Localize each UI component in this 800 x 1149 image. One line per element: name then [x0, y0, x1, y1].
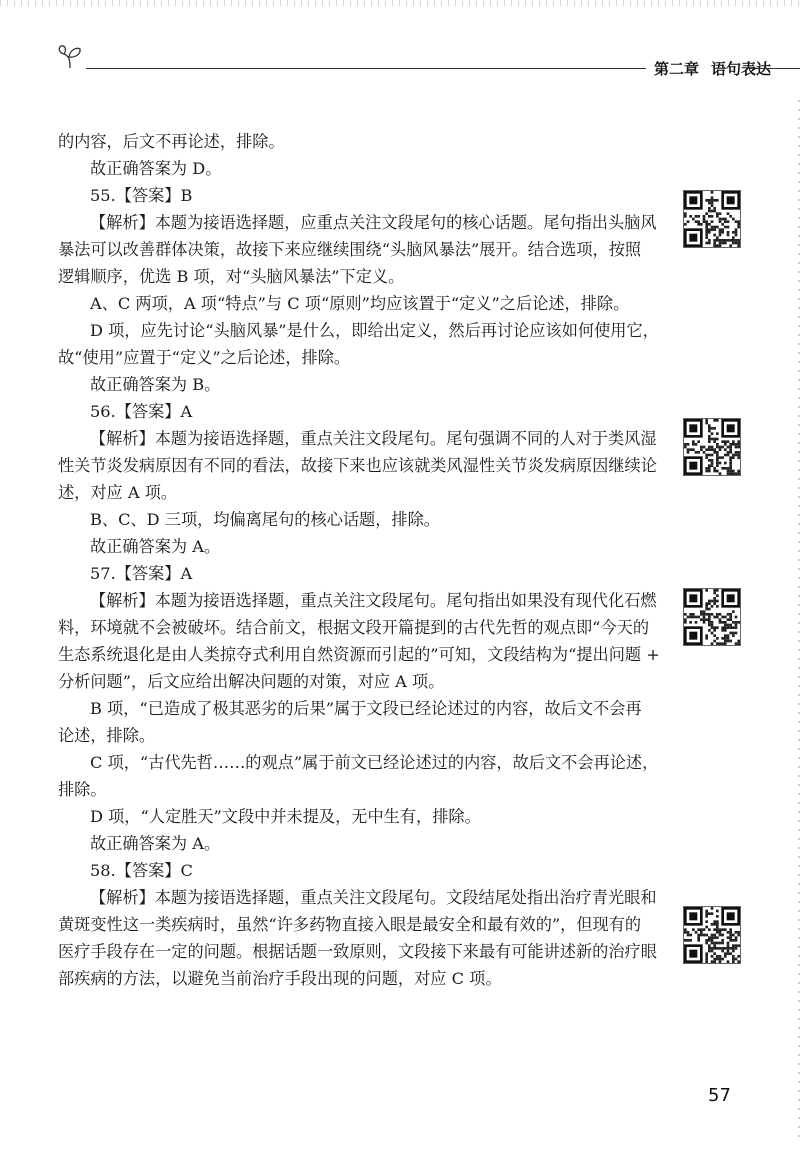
paragraph: 故“使用”应置于“定义”之后论述，排除。: [58, 348, 351, 367]
paragraph: 的内容，后文不再论述，排除。: [58, 132, 285, 151]
paragraph: D 项，应先讨论“头脑风暴”是什么，即给出定义，然后再讨论应该如何使用它，: [90, 321, 659, 340]
paragraph: 性关节炎发病原因有不同的看法，故接下来也应该就类风湿性关节炎发病原因继续论: [58, 456, 657, 475]
qr-code-icon[interactable]: [683, 190, 741, 248]
answer-heading-56: 56.【答案】A: [90, 402, 193, 421]
paragraph: 排除。: [58, 780, 107, 799]
paragraph: A、C 两项，A 项“特点”与 C 项“原则”均应该置于“定义”之后论述，排除。: [90, 294, 630, 313]
paragraph: C 项，“古代先哲……的观点”属于前文已经论述过的内容，故后文不会再论述，: [90, 753, 659, 772]
paragraph: 暴法可以改善群体决策，故接下来应继续围绕“头脑风暴法”展开。结合选项，按照: [58, 240, 642, 259]
paragraph: B 项，“已造成了极其恶劣的后果”属于文段已经论述过的内容，故后文不会再: [90, 699, 642, 718]
paragraph: 分析问题”，后文应给出解决问题的对策，对应 A 项。: [58, 672, 445, 691]
qr-code-icon[interactable]: [683, 906, 741, 964]
scan-edge-top: [0, 0, 800, 6]
header-rule-left: [86, 68, 646, 69]
paragraph: 医疗手段存在一定的问题。根据话题一致原则，文段接下来最有可能讲述新的治疗眼: [58, 942, 657, 961]
qr-code-icon[interactable]: [683, 588, 741, 646]
paragraph: 生态系统退化是由人类掠夺式利用自然资源而引起的”可知，文段结构为“提出问题 +: [58, 645, 660, 664]
chapter-number: 第二章: [654, 60, 700, 78]
paragraph: 【解析】本题为接语选择题，应重点关注文段尾句的核心话题。尾句指出头脑风: [90, 213, 657, 232]
paragraph: 黄斑变性这一类疾病时，虽然“许多药物直接入眼是最安全和最有效的”，但现有的: [58, 915, 642, 934]
paragraph: 故正确答案为 D。: [90, 159, 222, 178]
paragraph: 故正确答案为 A。: [90, 834, 221, 853]
section-title: 语句表达: [711, 60, 772, 78]
paragraph: 述，对应 A 项。: [58, 483, 178, 502]
paragraph: 【解析】本题为接语选择题，重点关注文段尾句。尾句强调不同的人对于类风湿: [90, 429, 657, 448]
running-header: [56, 44, 800, 84]
paragraph: 料，环境就不会被破坏。结合前文，根据文段开篇提到的古代先哲的观点即“今天的: [58, 618, 650, 637]
paragraph: 故正确答案为 B。: [90, 375, 221, 394]
paragraph: 故正确答案为 A。: [90, 537, 221, 556]
paragraph: 【解析】本题为接语选择题，重点关注文段尾句。尾句指出如果没有现代化石燃: [90, 591, 657, 610]
page-number: 57: [708, 1085, 731, 1106]
body-text: [58, 128, 660, 992]
paragraph: 【解析】本题为接语选择题，重点关注文段尾句。文段结尾处指出治疗青光眼和: [90, 888, 657, 907]
header-rule-right: [748, 68, 800, 69]
sprout-icon: [56, 44, 84, 70]
paragraph: 部疾病的方法，以避免当前治疗手段出现的问题，对应 C 项。: [58, 969, 502, 988]
paragraph: 逻辑顺序，优选 B 项，对“头脑风暴法”下定义。: [58, 267, 405, 286]
paragraph: D 项，“人定胜天”文段中并未提及，无中生有，排除。: [90, 807, 481, 826]
answer-heading-58: 58.【答案】C: [90, 861, 193, 880]
qr-code-icon[interactable]: [683, 418, 741, 476]
paragraph: 论述，排除。: [58, 726, 156, 745]
answer-heading-57: 57.【答案】A: [90, 564, 193, 583]
answer-heading-55: 55.【答案】B: [90, 186, 193, 205]
paragraph: B、C、D 三项，均偏离尾句的核心话题，排除。: [90, 510, 440, 529]
